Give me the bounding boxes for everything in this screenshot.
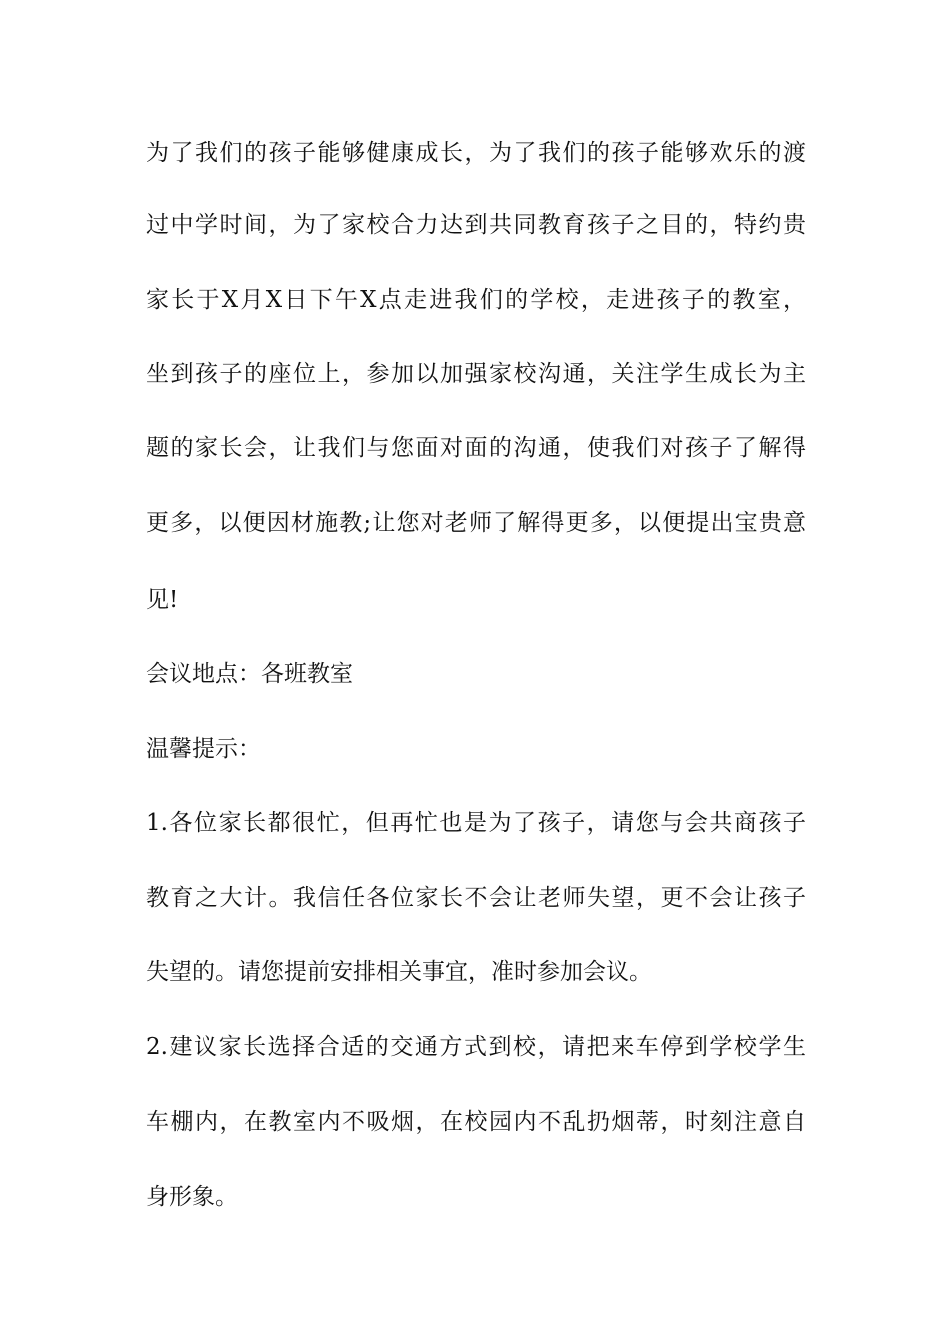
tip-line: 教育之大计。我信任各位家长不会让老师失望，更不会让孩子 [146,885,806,911]
paragraph-line: 为了我们的孩子能够健康成长，为了我们的孩子能够欢乐的渡 [146,140,806,166]
paragraph-line: 家长于X月X日下午X点走进我们的学校，走进孩子的教室， [146,287,806,313]
paragraph-line: 过中学时间，为了家校合力达到共同教育孩子之目的，特约贵 [146,212,806,238]
tip-line: 失望的。请您提前安排相关事宜，准时参加会议。 [146,959,652,985]
tip-line: 身形象。 [146,1184,238,1210]
paragraph-line: 坐到孩子的座位上，参加以加强家校沟通，关注学生成长为主 [146,361,806,387]
meeting-venue: 会议地点：各班教室 [146,661,353,687]
tip-line: 2.建议家长选择合适的交通方式到校，请把来车停到学校学生 [146,1034,806,1060]
paragraph-line: 题的家长会，让我们与您面对面的沟通，使我们对孩子了解得 [146,435,806,461]
tip-line: 1.各位家长都很忙，但再忙也是为了孩子，请您与会共商孩子 [146,810,806,836]
paragraph-line: 更多，以便因材施教;让您对老师了解得更多，以便提出宝贵意 [146,510,806,536]
paragraph-line: 见! [146,587,179,613]
tips-heading: 温馨提示： [146,736,261,762]
tip-line: 车棚内，在教室内不吸烟，在校园内不乱扔烟蒂，时刻注意自 [146,1109,806,1135]
